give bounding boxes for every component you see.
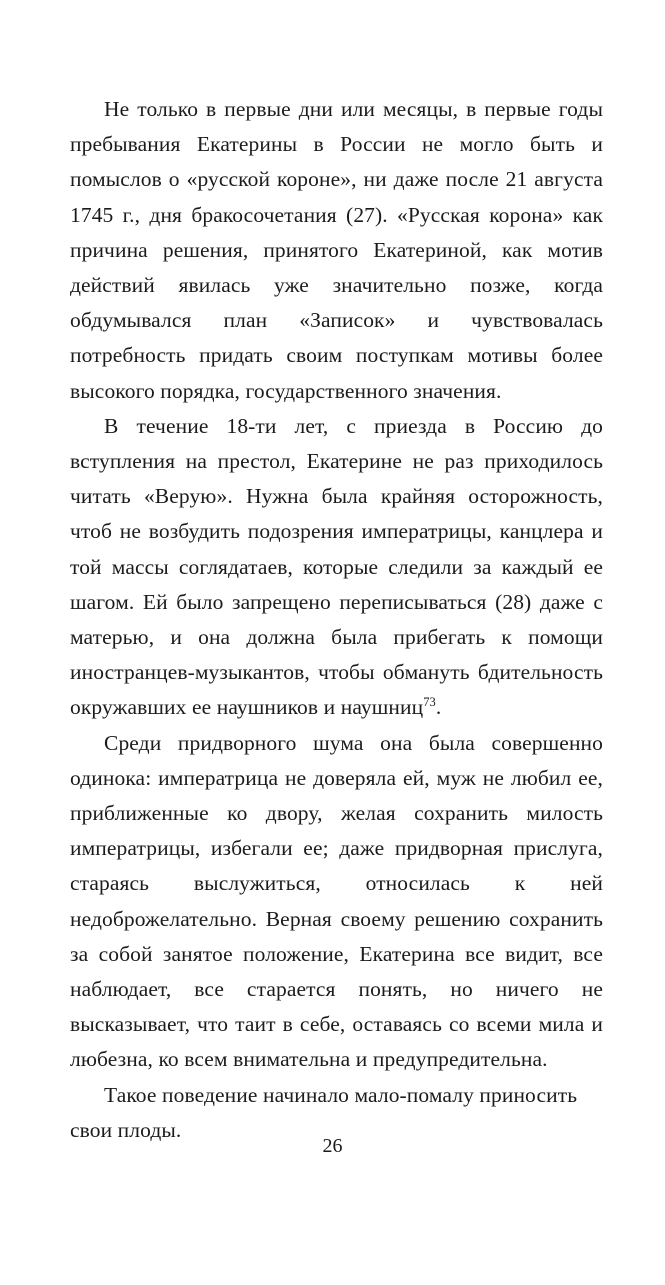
paragraph-2-tail: .: [435, 695, 442, 720]
paragraph-2: [70, 409, 603, 726]
footnote-reference: 73: [423, 695, 436, 710]
paragraph-2-text: В течение 18-ти лет, с приезда в Россию до вступления на престол, Екатерине не раз приходилось читать «Верую». Нужна была крайняя осторожность, чтоб не возбудить подозрения императрицы, канцлера и той массы соглядатаев, которые следили за каждый ее шагом. Ей было запрещено переписываться (28) даже с матерью, и она должна была прибегать к помощи иностранцев-музыкантов, чтобы обмануть бдительность окружавших ее наушников и наушниц: [70, 413, 603, 720]
paragraph-3: Среди придворного шума она была совершенно одинока: императрица не доверяла ей, муж не любил ее, приближенные ко двору, желая сохранить милость императрицы, избегали ее; даже придворная прислуга, стараясь выслужиться, относилась к ней недоброжелательно. Верная своему решению сохранить за собой занятое положение, Екатерина все видит, все наблюдает, все старается понять, но ничего не высказывает, что таит в себе, оставаясь со всеми мила и любезна, ко всем внимательна и предупредительна.: [70, 730, 603, 1072]
page-body: [70, 92, 603, 1148]
page-number: 26: [322, 1135, 343, 1157]
paragraph-4: Такое поведение начинало мало-помалу приносить свои плоды.: [70, 1082, 578, 1142]
paragraph-1: Не только в первые дни или месяцы, в первые годы пребывания Екатерины в России не могло быть и помыслов о «русской короне», ни даже после 21 августа 1745 г., дня бракосочетания (27). «Русская корона» как причина решения, принятого Екатериной, как мотив действий явилась уже значительно позже, когда обдумывался план «Записок» и чувствовалась потребность придать своим поступкам мотивы более высокого порядка, государственного значения.: [70, 97, 603, 403]
